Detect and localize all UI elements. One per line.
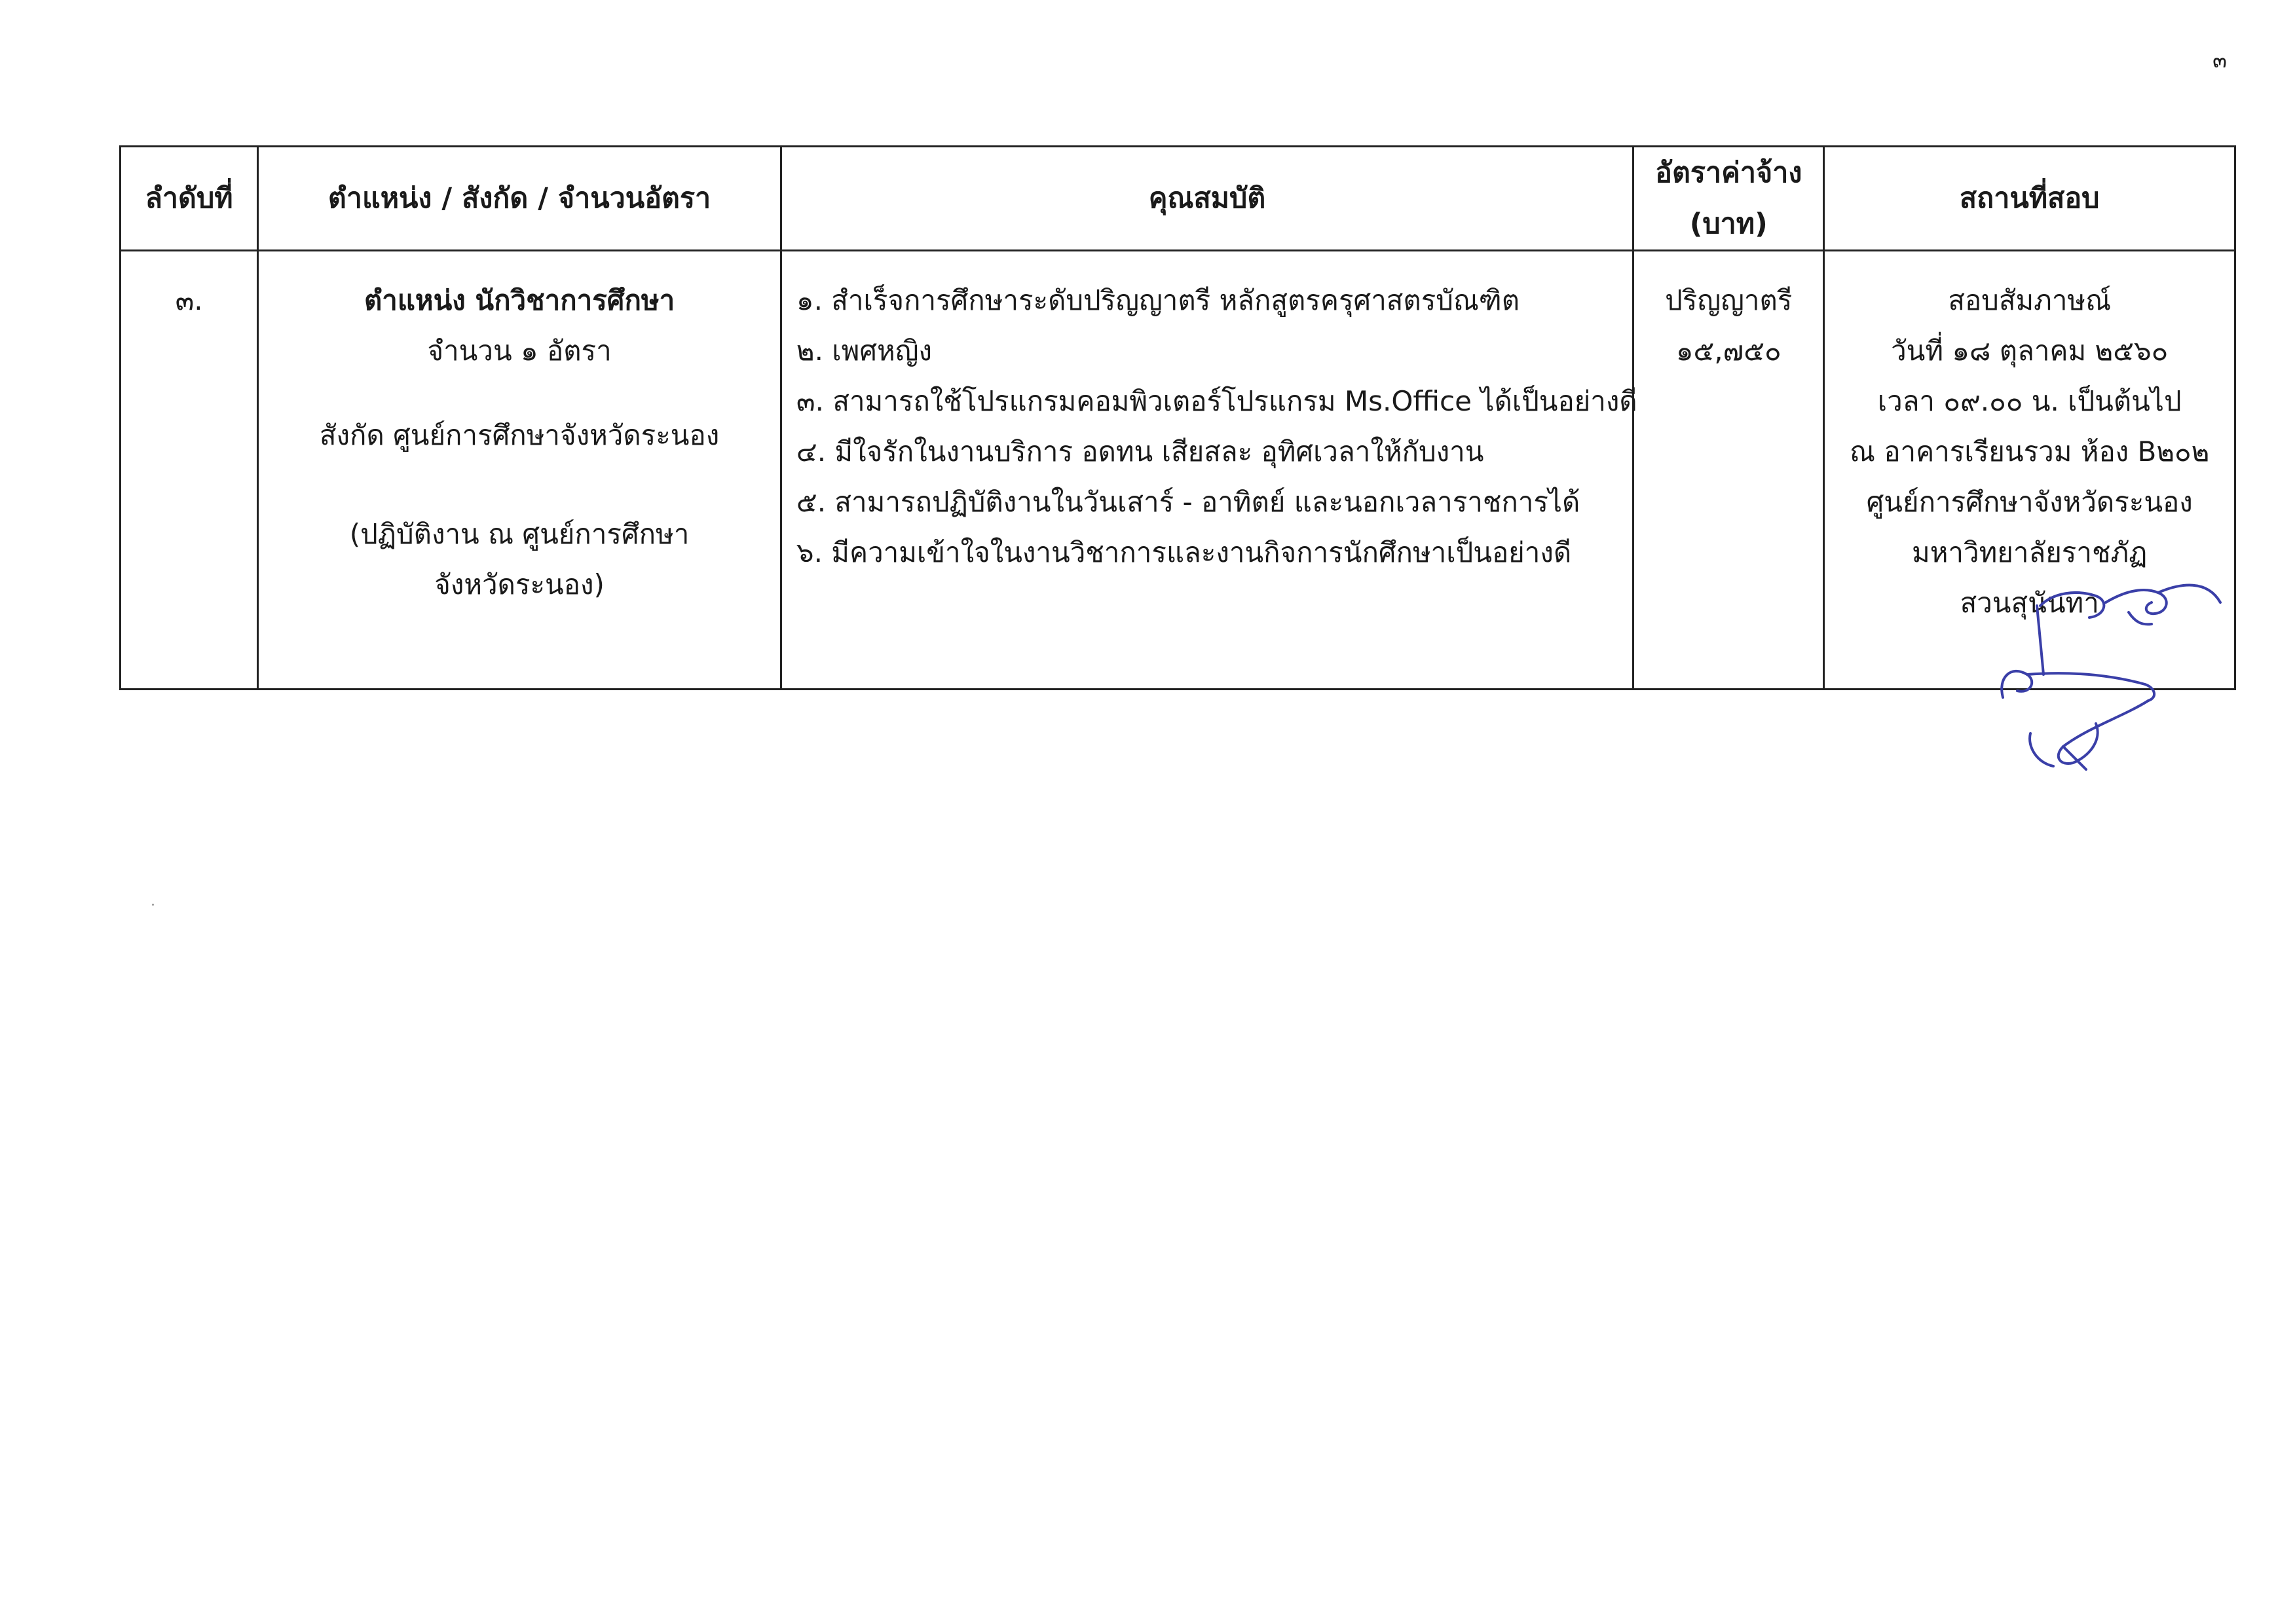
table-header-row — [121, 147, 2235, 251]
recruitment-table — [119, 145, 2236, 690]
signature-stroke — [2040, 593, 2104, 618]
position-work-line2: จังหวัดระนอง) — [434, 568, 605, 600]
signature-stroke — [2158, 585, 2220, 602]
header-position: ตำแหน่ง / สังกัด / จำนวนอัตรา — [258, 147, 781, 251]
signature-stroke — [2129, 612, 2152, 624]
qualification-item: ๑. สำเร็จการศึกษาระดับปริญญาตรี หลักสูตรครุศาสตรบัณฑิต — [796, 284, 1520, 316]
exam-place-line: วันที่ ๑๘ ตุลาคม ๒๕๖๐ — [1891, 335, 2169, 367]
exam-place-line: ณ อาคารเรียนรวม ห้อง B๒๐๒ — [1850, 435, 2210, 468]
exam-place-line: มหาวิทยาลัยราชภัฏ — [1912, 536, 2148, 568]
scan-speck — [152, 904, 154, 906]
exam-place-line: เวลา ๐๙.๐๐ น. เป็นต้นไป — [1877, 385, 2182, 417]
exam-place-line: สอบสัมภาษณ์ — [1948, 284, 2112, 316]
qualification-item: ๕. สามารถปฏิบัติงานในวันเสาร์ - อาทิตย์ และนอกเวลาราชการได้ — [796, 486, 1580, 518]
seq-number: ๓. — [175, 284, 203, 316]
position-title: ตำแหน่ง นักวิชาการศึกษา — [364, 284, 675, 316]
qualification-item: ๒. เพศหญิง — [796, 335, 932, 367]
exam-place-line: สวนสุนันทา — [1960, 587, 2099, 619]
exam-place-line: ศูนย์การศึกษาจังหวัดระนอง — [1866, 486, 2193, 518]
position-affiliation: สังกัด ศูนย์การศึกษาจังหวัดระนอง — [319, 419, 720, 451]
page-number: ๓ — [2212, 48, 2227, 73]
wage-degree: ปริญญาตรี — [1665, 284, 1793, 316]
signature-stroke — [2030, 733, 2053, 766]
position-count: จำนวน ๑ อัตรา — [427, 335, 612, 367]
seq-cell — [121, 251, 258, 690]
wage-amount: ๑๕,๗๕๐ — [1675, 335, 1782, 367]
wage-cell — [1633, 251, 1824, 690]
qualification-item: ๓. สามารถใช้โปรแกรมคอมพิวเตอร์โปรแกรม Ms.Office ได้เป็นอย่างดี — [796, 385, 1637, 417]
signature-mark — [1991, 566, 2227, 783]
qualification-item: ๖. มีความเข้าใจในงานวิชาการและงานกิจการนักศึกษาเป็นอย่างดี — [796, 536, 1572, 568]
qualifications-cell — [781, 251, 1637, 690]
position-work-line1: (ปฏิบัติงาน ณ ศูนย์การศึกษา — [349, 518, 690, 550]
header-exam-place: สถานที่สอบ — [1824, 147, 2235, 251]
position-cell — [258, 251, 781, 690]
header-seq: ลำดับที่ — [121, 147, 258, 251]
table-row — [121, 251, 2235, 690]
header-wage-line1: อัตราค่าจ้าง — [1655, 157, 1802, 189]
signature-stroke — [2027, 673, 2154, 701]
header-wage-line2: (บาท) — [1689, 208, 1768, 240]
qualification-item: ๔. มีใจรักในงานบริการ อดทน เสียสละ อุทิศเวลาให้กับงาน — [796, 435, 1484, 468]
header-qualifications: คุณสมบัติ — [781, 147, 1633, 251]
signature-stroke — [2037, 606, 2043, 674]
header-wage — [1633, 147, 1824, 251]
